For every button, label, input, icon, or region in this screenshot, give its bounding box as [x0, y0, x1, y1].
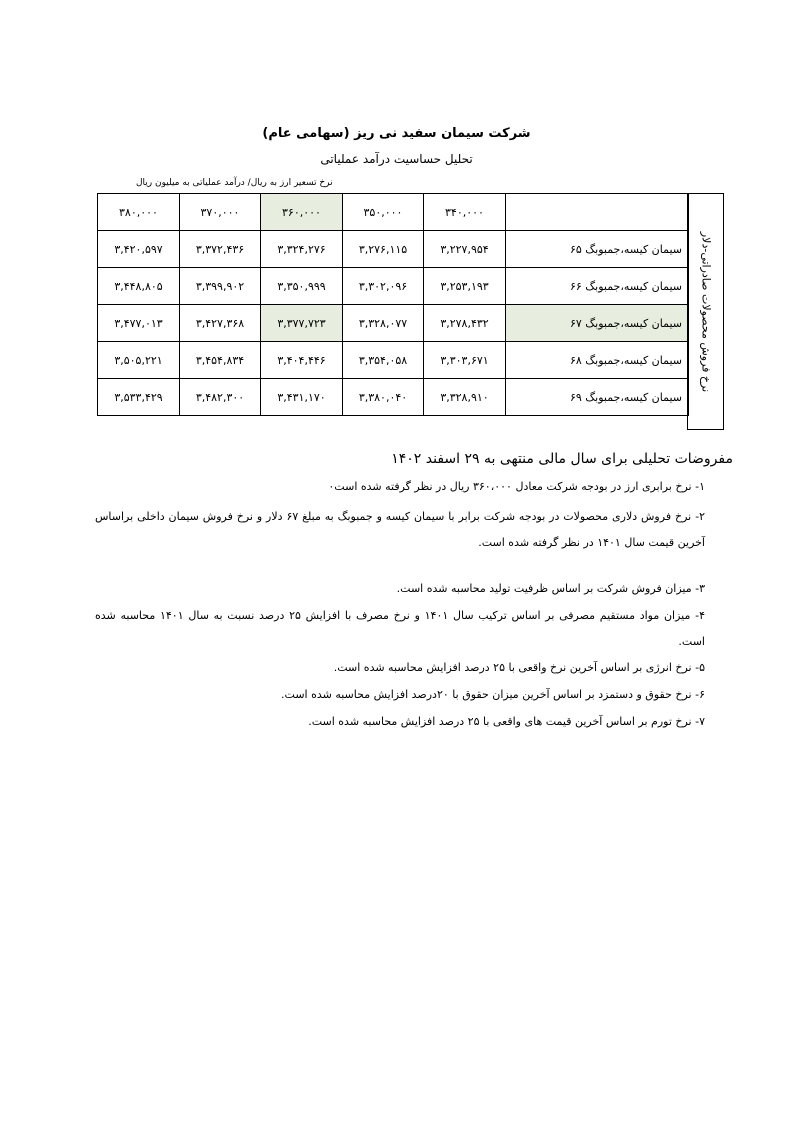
table-cell: ۳,۴۰۴,۴۴۶ — [261, 342, 343, 379]
table-cell: ۳,۳۷۲,۴۳۶ — [180, 231, 261, 268]
row-label: سیمان کیسه،جمبوبگ ۶۶ — [506, 268, 689, 305]
table-cell: ۳,۵۰۵,۲۲۱ — [98, 342, 180, 379]
table-cell: ۳,۳۰۲,۰۹۶ — [343, 268, 424, 305]
assumption-item: ۲- نرخ فروش دلاری محصولات در بودجه شرکت برابر با سیمان کیسه و جمبوبگ به مبلغ ۶۷ دلار و نرخ فروش سیمان داخلی براساس آخرین قیمت سال ۱۴۰۱ در نظر گرفته شده است. — [95, 510, 705, 549]
column-header: ۳۴۰,۰۰۰ — [424, 194, 506, 231]
row-label: سیمان کیسه،جمبوبگ ۶۸ — [506, 342, 689, 379]
table-cell: ۳,۴۵۴,۸۳۴ — [180, 342, 261, 379]
table-cell: ۳,۳۲۸,۹۱۰ — [424, 379, 506, 416]
table-cell: ۳,۳۵۰,۹۹۹ — [261, 268, 343, 305]
column-header: ۳۵۰,۰۰۰ — [343, 194, 424, 231]
row-label: سیمان کیسه،جمبوبگ ۶۵ — [506, 231, 689, 268]
column-header: ۳۸۰,۰۰۰ — [98, 194, 180, 231]
side-label-box — [687, 193, 724, 430]
column-header-highlighted: ۳۶۰,۰۰۰ — [261, 194, 343, 231]
table-cell: ۳,۲۷۶,۱۱۵ — [343, 231, 424, 268]
table-cell: ۳,۳۹۹,۹۰۲ — [180, 268, 261, 305]
assumption-item: ۷- نرخ تورم بر اساس آخرین قیمت های واقعی با ۲۵ درصد افزایش محاسبه شده است. — [308, 715, 705, 728]
assumption-item: ۱- نرخ برابری ارز در بودجه شرکت معادل ۳۶۰،۰۰۰ ریال در نظر گرفته شده است۰ — [328, 480, 705, 493]
table-header-row — [98, 194, 689, 231]
table-cell-highlighted: ۳,۳۷۷,۷۲۳ — [261, 305, 343, 342]
table-cell: ۳,۵۳۳,۴۲۹ — [98, 379, 180, 416]
row-label-highlighted: سیمان کیسه،جمبوبگ ۶۷ — [506, 305, 689, 342]
table-cell: ۳,۳۵۴,۰۵۸ — [343, 342, 424, 379]
sensitivity-table — [97, 193, 689, 416]
page-title: شرکت سیمان سفید نی ریز (سهامی عام) — [262, 126, 531, 141]
table-row — [98, 342, 689, 379]
page-subtitle: تحلیل حساسیت درآمد عملیاتی — [320, 152, 473, 166]
table-cell: ۳,۲۵۳,۱۹۳ — [424, 268, 506, 305]
table-cell: ۳,۲۲۷,۹۵۴ — [424, 231, 506, 268]
table-cell: ۳,۳۰۳,۶۷۱ — [424, 342, 506, 379]
assumptions-title: مفروضات تحلیلی برای سال مالی منتهی به ۲۹ اسفند ۱۴۰۲ — [391, 451, 733, 467]
table-cell: ۳,۴۲۷,۳۶۸ — [180, 305, 261, 342]
row-label: سیمان کیسه،جمبوبگ ۶۹ — [506, 379, 689, 416]
assumption-item: ۴- میزان مواد مستقیم مصرفی بر اساس ترکیب سال ۱۴۰۱ و نرخ مصرف با افزایش ۲۵ درصد نسبت به سال ۱۴۰۱ محاسبه شده است. — [95, 609, 705, 648]
side-label: نرخ فروش محصولات صادراتی-دلار — [699, 231, 712, 392]
table-cell: ۳,۴۳۱,۱۷۰ — [261, 379, 343, 416]
table-cell: ۳,۴۲۰,۵۹۷ — [98, 231, 180, 268]
table-row — [98, 305, 689, 342]
table-cell: ۳,۴۴۸,۸۰۵ — [98, 268, 180, 305]
column-header: ۳۷۰,۰۰۰ — [180, 194, 261, 231]
table-cell: ۳,۳۸۰,۰۴۰ — [343, 379, 424, 416]
table-cell: ۳,۳۲۴,۲۷۶ — [261, 231, 343, 268]
table-row — [98, 268, 689, 305]
table-row — [98, 379, 689, 416]
assumption-item: ۵- نرخ انرژی بر اساس آخرین نرخ واقعی با ۲۵ درصد افزایش محاسبه شده است. — [333, 661, 705, 674]
assumption-item: ۶- نرخ حقوق و دستمزد بر اساس آخرین میزان حقوق با ۲۰درصد افزایش محاسبه شده است. — [281, 688, 705, 701]
table-cell: ۳,۴۸۲,۳۰۰ — [180, 379, 261, 416]
assumption-item: ۳- میزان فروش شرکت بر اساس ظرفیت تولید محاسبه شده است. — [396, 582, 705, 595]
table-cell: ۳,۲۷۸,۴۳۲ — [424, 305, 506, 342]
table-cell: ۳,۴۷۷,۰۱۳ — [98, 305, 180, 342]
table-cell: ۳,۳۲۸,۰۷۷ — [343, 305, 424, 342]
corner-cell — [506, 194, 689, 231]
unit-note: نرخ تسعیر ارز به ریال/ درآمد عملیاتی به میلیون ریال — [136, 178, 333, 188]
table-row — [98, 231, 689, 268]
